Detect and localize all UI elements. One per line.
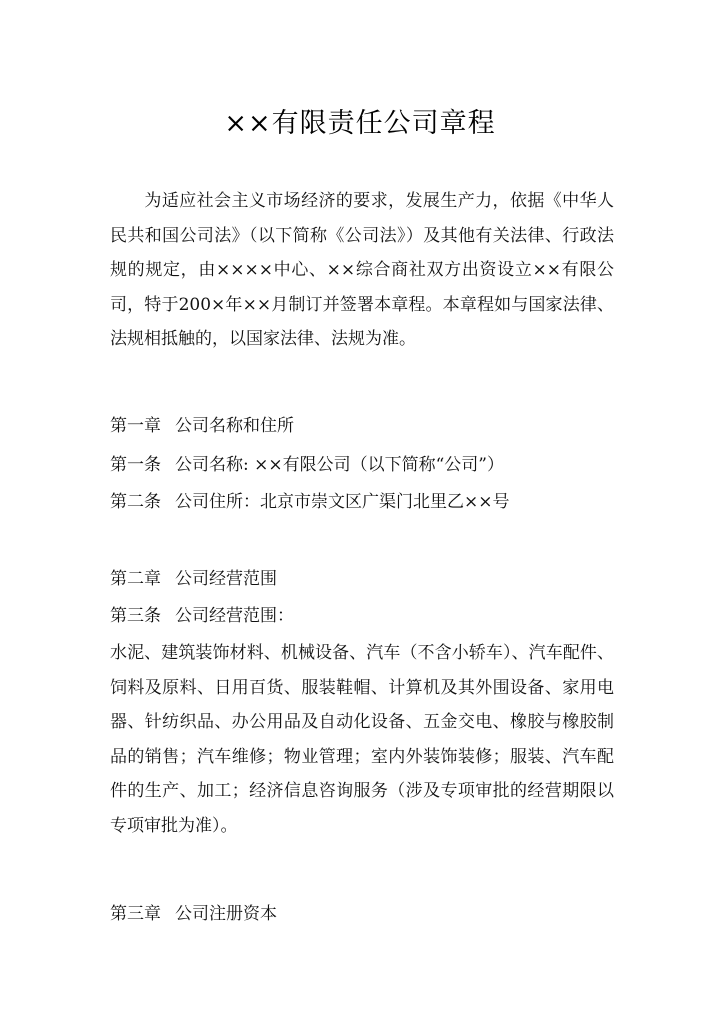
article-3-text: 公司经营范围： <box>175 606 294 626</box>
article-3 <box>110 604 614 628</box>
article-1-text: 公司名称: ××有限公司（以下简称“公司”） <box>175 455 505 475</box>
article-3-number: 第三条 <box>110 606 161 626</box>
article-2-text: 公司住所：北京市崇文区广渠门北里乙××号 <box>175 492 510 512</box>
intro-paragraph <box>110 184 614 357</box>
chapter-2-number: 第二章 <box>110 569 161 589</box>
chapter-3-title: 公司注册资本 <box>175 904 277 924</box>
document-title: ××有限责任公司章程 <box>224 108 496 139</box>
business-scope-paragraph: 水泥、建筑装饰材料、机械设备、汽车（不含小轿车）、汽车配件、饲料及原料、日用百货、服装鞋帽、计算机及其外围设备、家用电器、针纺织品、办公用品及自动化设备、五金交电、橡胶与橡胶制品的销售；汽车维修；物业管理；室内外装饰装修；服装、汽车配件的生产、加工；经济信息咨询服务（涉及专项审批的经营期限以专项审批为准）。 <box>110 643 614 836</box>
chapter-1-title: 公司名称和住所 <box>175 416 294 436</box>
article-2 <box>110 490 614 514</box>
chapter-3-heading <box>110 902 614 926</box>
chapter-1-heading <box>110 414 614 438</box>
article-2-number: 第二条 <box>110 492 161 512</box>
chapter-3-number: 第三章 <box>110 904 161 924</box>
article-1-number: 第一条 <box>110 455 161 475</box>
intro-text: 为适应社会主义市场经济的要求，发展生产力，依据《中华人民共和国公司法》（以下简称《公司法》）及其他有关法律、行政法规的规定，由××××中心、××综合商社双方出资设立××有限公司，特于200×年××月制订并签署本章程。本章程如与国家法律、法规相抵触的，以国家法律、法规为准。 <box>110 191 614 350</box>
chapter-2-title: 公司经营范围 <box>175 569 277 589</box>
article-1 <box>110 453 614 477</box>
chapter-1-number: 第一章 <box>110 416 161 436</box>
chapter-2-heading <box>110 567 614 591</box>
